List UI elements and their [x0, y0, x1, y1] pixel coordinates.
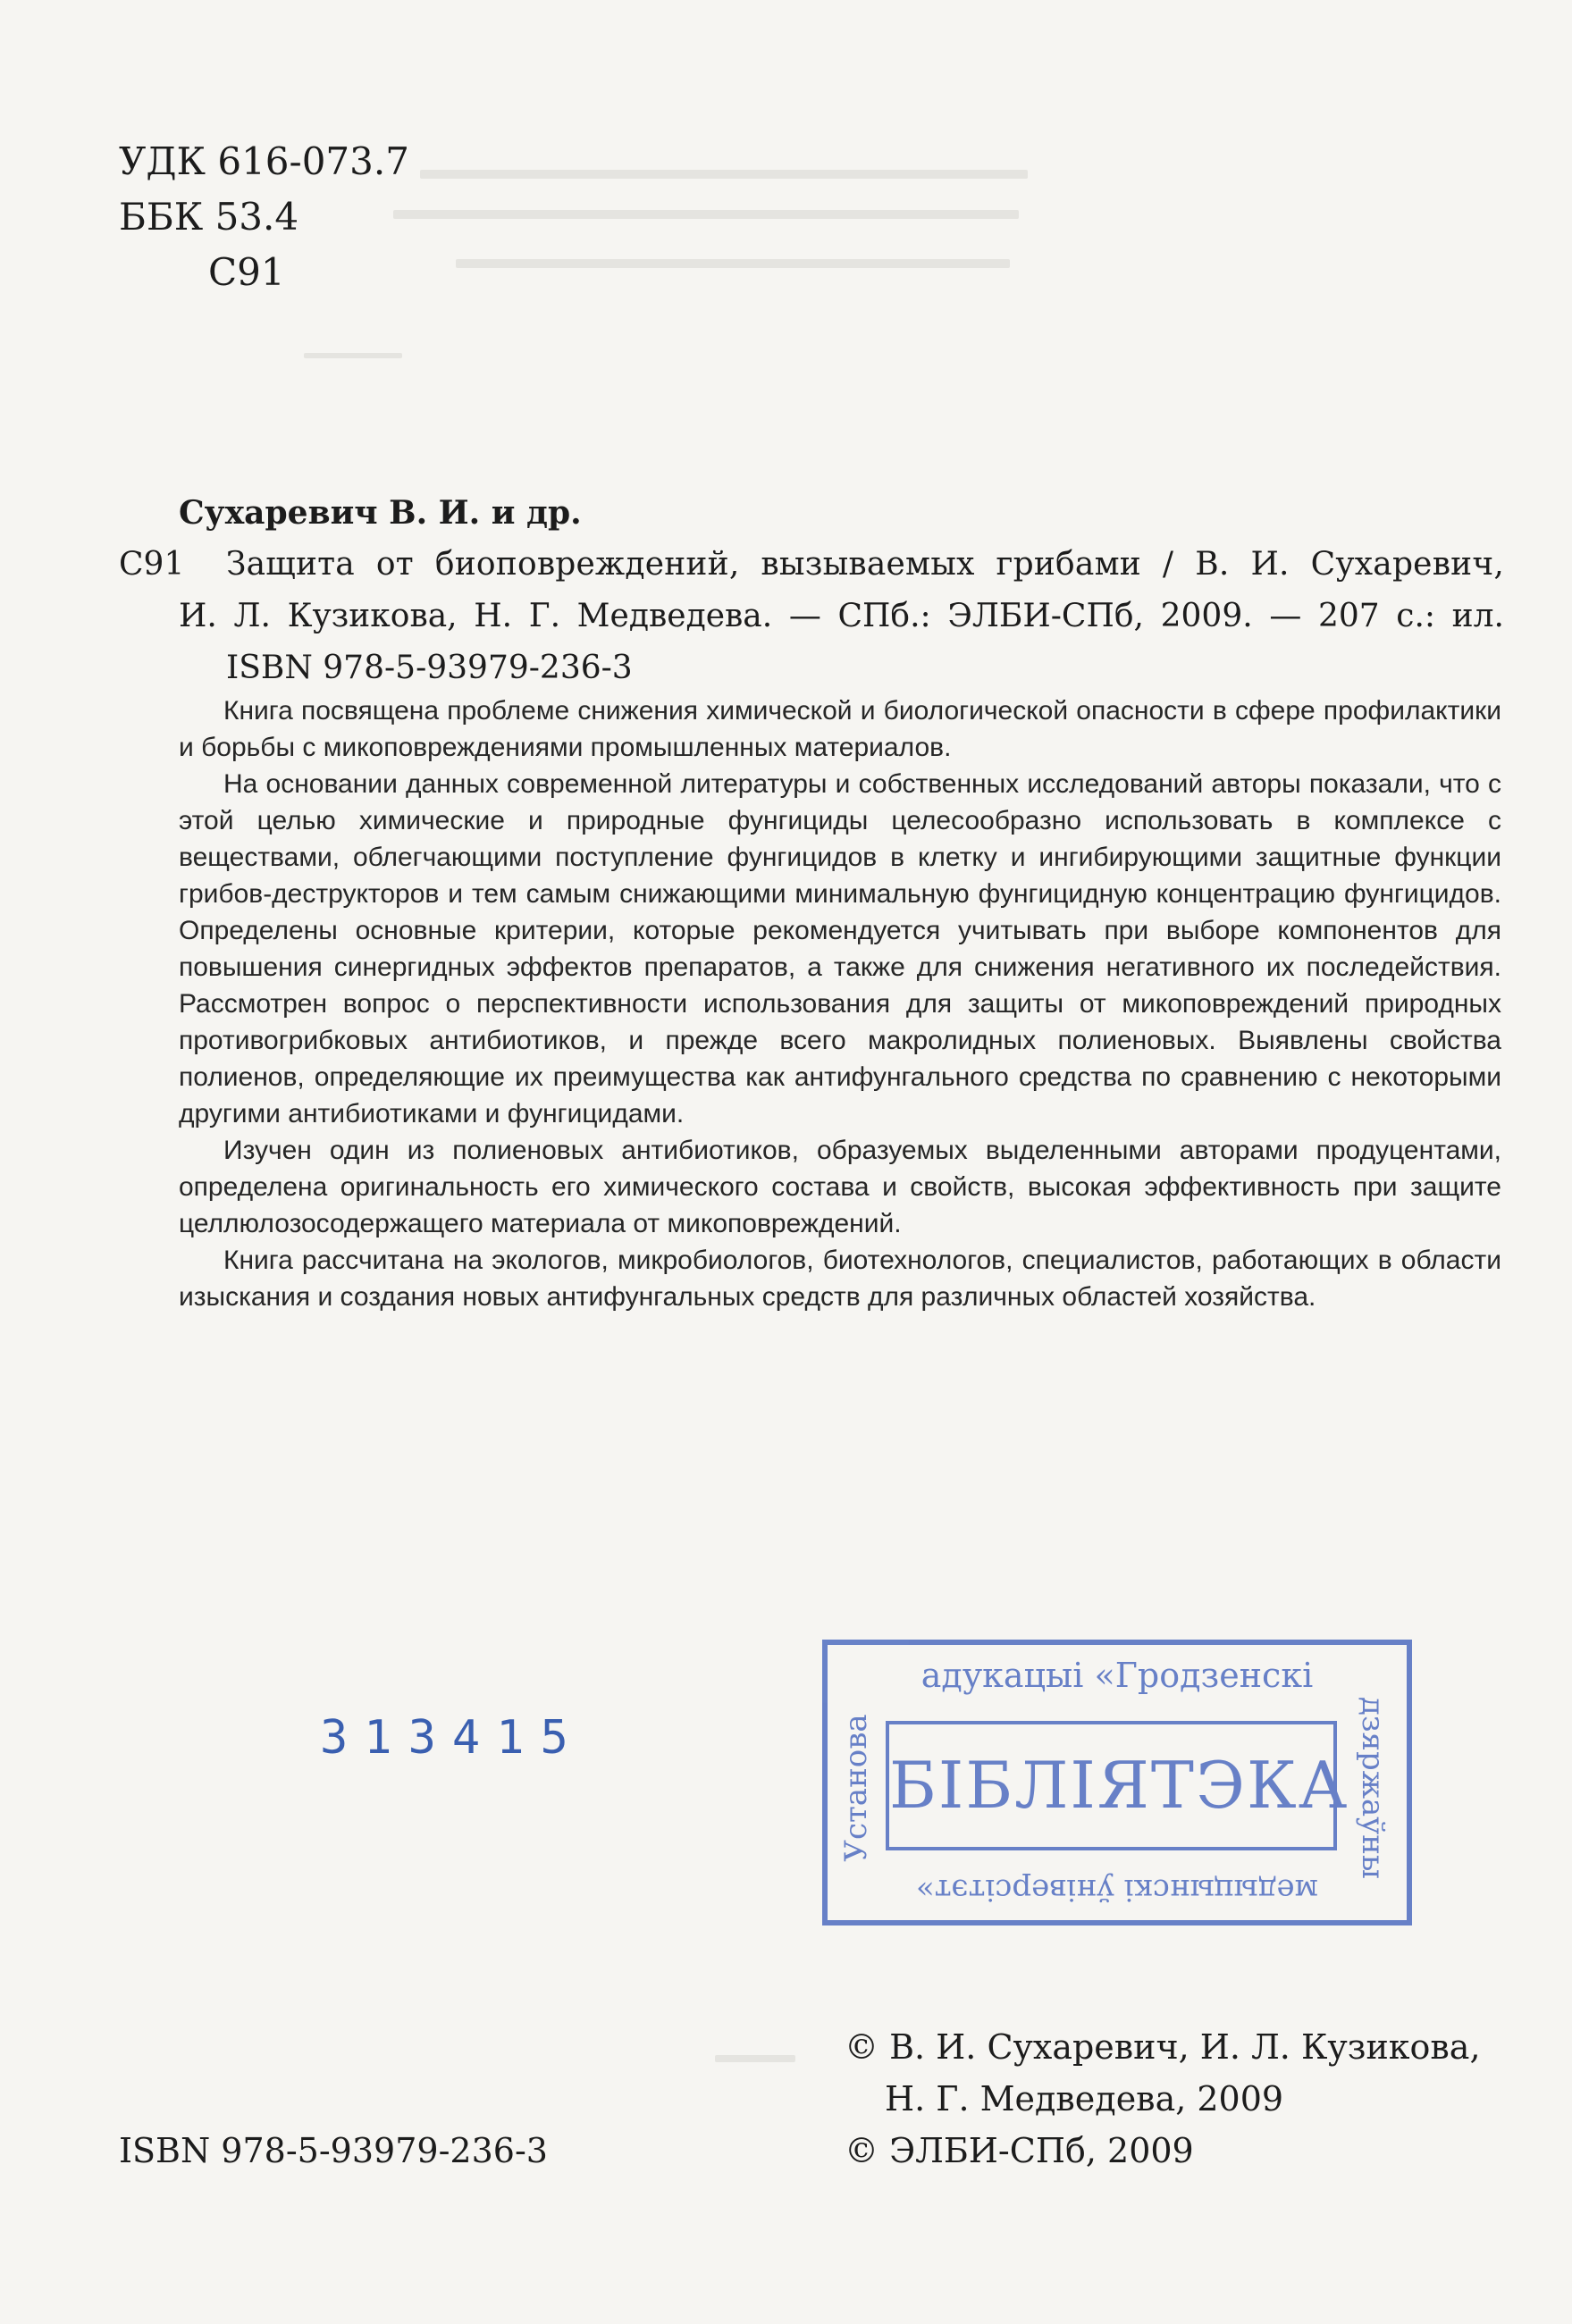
- copyright-line: © ЭЛБИ-СПб, 2009: [845, 2131, 1194, 2170]
- entry-mark: С91: [119, 546, 185, 583]
- stamp-right-text: дзяржаўны: [1355, 1697, 1391, 1879]
- entry-description-line2: И. Л. Кузикова, Н. Г. Медведева. — СПб.: ЭЛБИ-СПб, 2009. — 207 с.: ил.: [179, 598, 1504, 634]
- entry-author: Сухаревич В. И. и др.: [179, 494, 582, 532]
- bbk-code: ББК 53.4: [119, 195, 299, 239]
- copyright-line: Н. Г. Медведева, 2009: [885, 2079, 1284, 2118]
- copyright-line: © В. И. Сухаревич, И. Л. Кузикова,: [845, 2027, 1481, 2067]
- show-through-mark: [715, 2055, 795, 2062]
- annotation-paragraph: Изучен один из полиеновых антибиотиков, образуемых выделенными авторами продуцентами, определена оригинальность его химического состава и свойств, высокая эффективность при защите целлюлозосодержащего материала от микоповреждений.: [179, 1136, 1501, 1238]
- annotation: [179, 692, 1501, 1315]
- stamp-bottom-text: медыцынскі ўніверсітэт»: [915, 1872, 1319, 1908]
- show-through-mark: [456, 259, 1010, 268]
- annotation-paragraph: Книга рассчитана на экологов, микробиологов, биотехнологов, специалистов, работающих в области изыскания и создания новых антифунгальных средств для различных областей хозяйства.: [179, 1246, 1501, 1312]
- inventory-number: 313415: [320, 1711, 584, 1765]
- annotation-paragraph: На основании данных современной литературы и собственных исследований авторы показали, что с этой целью химические и природные фунгициды целесообразно использовать в комплексе с веществами, облегчающими поступление фунгицидов в клетку и ингибирующими защитные функции грибов-деструкторов и тем самым снижающими минимальную фунгицидную концентрацию фунгицидов. Определены основные критерии, которые рекомендуется учитывать при выборе компонентов для повышения синергидных эффектов препаратов, а также для снижения негативного их последействия. Рассмотрен вопрос о перспективности использования для защиты от микоповреждений природных противогрибковых антибиотиков, и прежде всего макролидных полиеновых. Выявлены свойства полиенов, определяющие их преимущества как антифунгального средства по сравнению с некоторыми другими антибиотиками и фунгицидами.: [179, 769, 1501, 1128]
- show-through-mark: [304, 353, 402, 358]
- entry-description-line1: Защита от биоповреждений, вызываемых грибами / В. И. Сухаревич,: [226, 546, 1504, 583]
- stamp-center-text: БІБЛІЯТЭКА: [886, 1721, 1337, 1850]
- show-through-mark: [393, 210, 1019, 219]
- entry-isbn: ISBN 978-5-93979-236-3: [226, 650, 633, 686]
- isbn-bottom: ISBN 978-5-93979-236-3: [119, 2131, 548, 2170]
- library-stamp: [822, 1640, 1412, 1925]
- copyright-block: [845, 2021, 1481, 2177]
- show-through-mark: [420, 170, 1028, 179]
- annotation-paragraph: Книга посвящена проблеме снижения химической и биологической опасности в сфере профилактики и борьбы с микоповреждениями промышленных материалов.: [179, 696, 1501, 762]
- stamp-top-text: адукацыі «Гродзенскі: [921, 1656, 1314, 1695]
- bibliographic-entry: [119, 487, 1504, 694]
- author-mark: С91: [208, 250, 285, 294]
- udc-code: УДК 616-073.7: [119, 139, 409, 183]
- classification-codes: [119, 134, 409, 300]
- stamp-left-text: Установа: [838, 1714, 874, 1862]
